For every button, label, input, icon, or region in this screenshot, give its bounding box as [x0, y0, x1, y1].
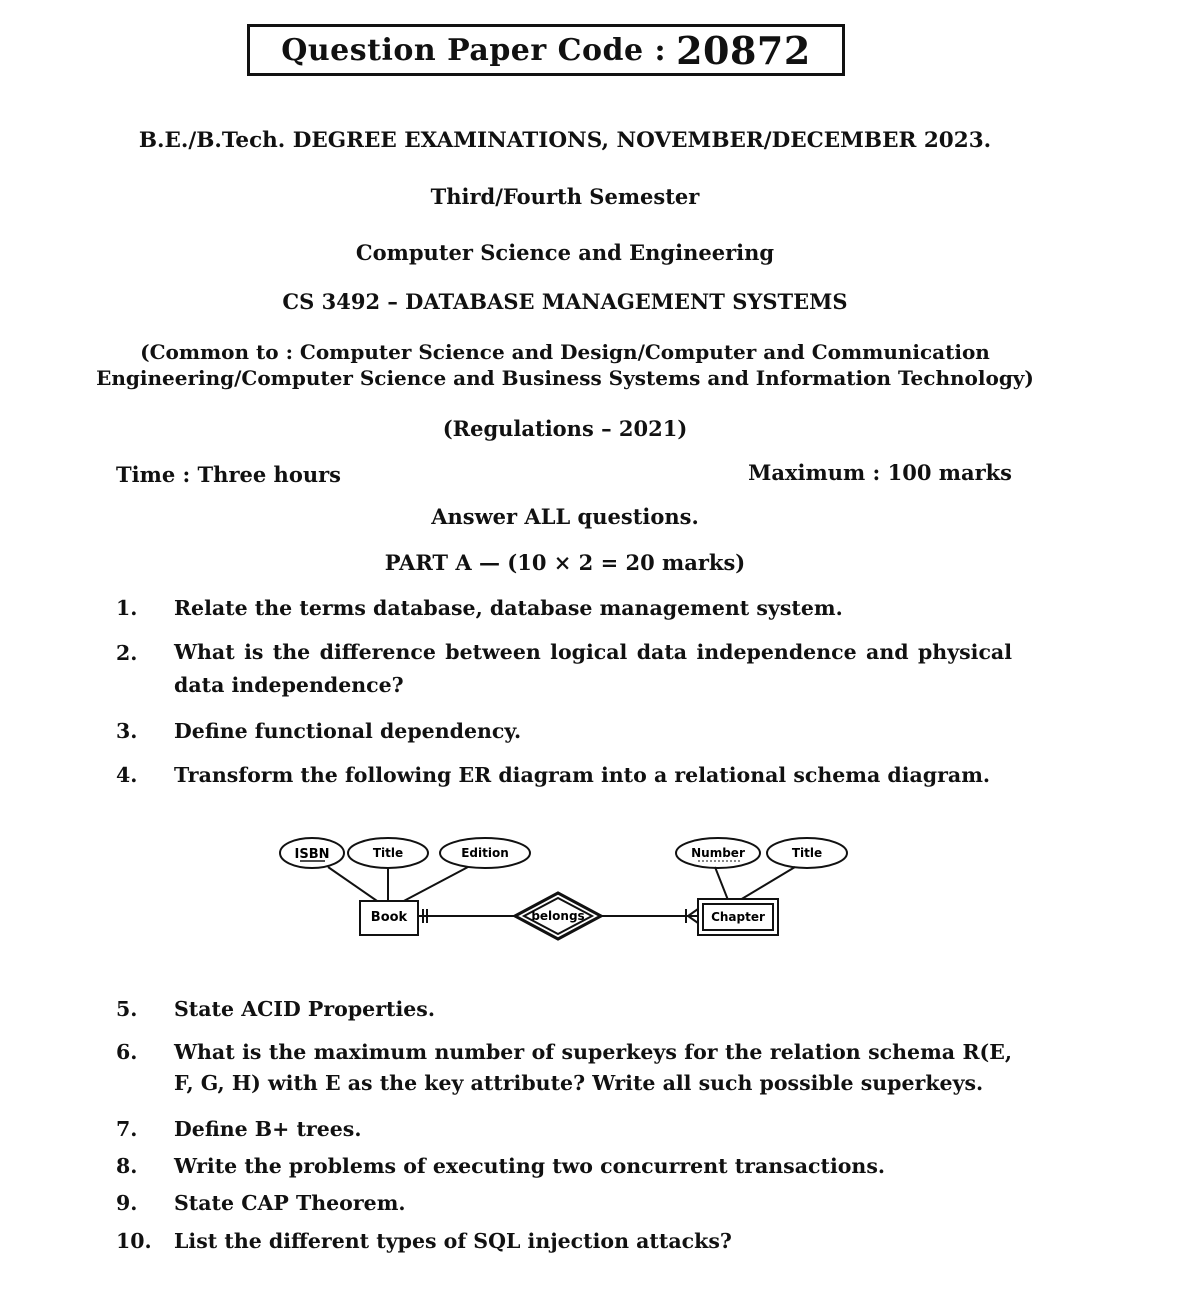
attribute-title-chapter: Title — [791, 846, 823, 860]
question-number: 6. — [116, 1040, 138, 1064]
question-text: Transform the following ER diagram into a relational schema diagram. — [174, 763, 991, 787]
question-text: Define functional dependency. — [174, 719, 522, 743]
question-2 — [0, 641, 1200, 703]
question-text: State CAP Theorem. — [174, 1191, 406, 1215]
question-number: 7. — [116, 1117, 138, 1141]
question-7 — [0, 1117, 1200, 1147]
question-number: 2. — [116, 641, 138, 665]
entity-chapter: Chapter — [711, 910, 765, 924]
question-paper-code-box — [247, 24, 845, 76]
question-text: What is the difference between logical data independence and physical data independence? — [174, 640, 1012, 697]
question-6 — [0, 1040, 1200, 1102]
department: Computer Science and Engineering — [355, 240, 775, 265]
attribute-isbn: ISBN — [294, 847, 330, 862]
attribute-title: Title — [372, 846, 404, 860]
question-number: 10. — [116, 1229, 152, 1253]
question-3 — [0, 719, 1200, 749]
entity-book: Book — [370, 910, 408, 925]
exam-title: B.E./B.Tech. DEGREE EXAMINATIONS, NOVEMBER/DECEMBER 2023. — [138, 128, 992, 153]
question-text: Define B+ trees. — [174, 1117, 362, 1141]
question-10 — [0, 1229, 1200, 1259]
instruction: Answer ALL questions. — [431, 504, 699, 529]
code-label: Question Paper Code : — [281, 32, 667, 68]
question-text: Write the problems of executing two concurrent transactions. — [174, 1154, 885, 1178]
time-allowed: Time : Three hours — [116, 462, 341, 487]
question-number: 4. — [116, 763, 138, 787]
question-text: Relate the terms database, database management system. — [174, 596, 843, 620]
question-5 — [0, 997, 1200, 1027]
maximum-marks: Maximum : 100 marks — [748, 460, 1012, 485]
question-number: 3. — [116, 719, 138, 743]
question-number: 9. — [116, 1191, 138, 1215]
question-8 — [0, 1154, 1200, 1184]
question-9 — [0, 1191, 1200, 1221]
attribute-number: Number — [691, 846, 745, 860]
attribute-edition: Edition — [461, 846, 509, 860]
question-number: 5. — [116, 997, 138, 1021]
code-number: 20872 — [676, 27, 811, 73]
question-1 — [0, 596, 1200, 626]
connector-isbn-book — [328, 867, 380, 903]
connector-title-chapter — [740, 867, 795, 900]
question-number: 1. — [116, 596, 138, 620]
course-title: CS 3492 – DATABASE MANAGEMENT SYSTEMS — [282, 289, 848, 314]
connector-edition-book — [400, 867, 468, 903]
question-text: What is the maximum number of superkeys for the relation schema R(E, F, G, H) with E as the key attribute? Write all such possible superkeys. — [174, 1040, 1012, 1095]
question-number: 8. — [116, 1154, 138, 1178]
connector-number-chapter — [715, 867, 728, 900]
common-to-line-2: Engineering/Computer Science and Business Systems and Information Technology) — [96, 366, 1034, 390]
question-4 — [0, 763, 1200, 793]
part-heading: PART A — (10 × 2 = 20 marks) — [384, 550, 746, 575]
er-diagram — [270, 825, 870, 955]
common-to-line-1: (Common to : Computer Science and Design/Computer and Communication — [140, 340, 990, 364]
regulations: (Regulations – 2021) — [442, 416, 688, 441]
question-text: State ACID Properties. — [174, 997, 435, 1021]
question-text: List the different types of SQL injection attacks? — [174, 1229, 732, 1253]
semester: Third/Fourth Semester — [430, 184, 700, 209]
relationship-belongs: belongs — [531, 909, 585, 923]
